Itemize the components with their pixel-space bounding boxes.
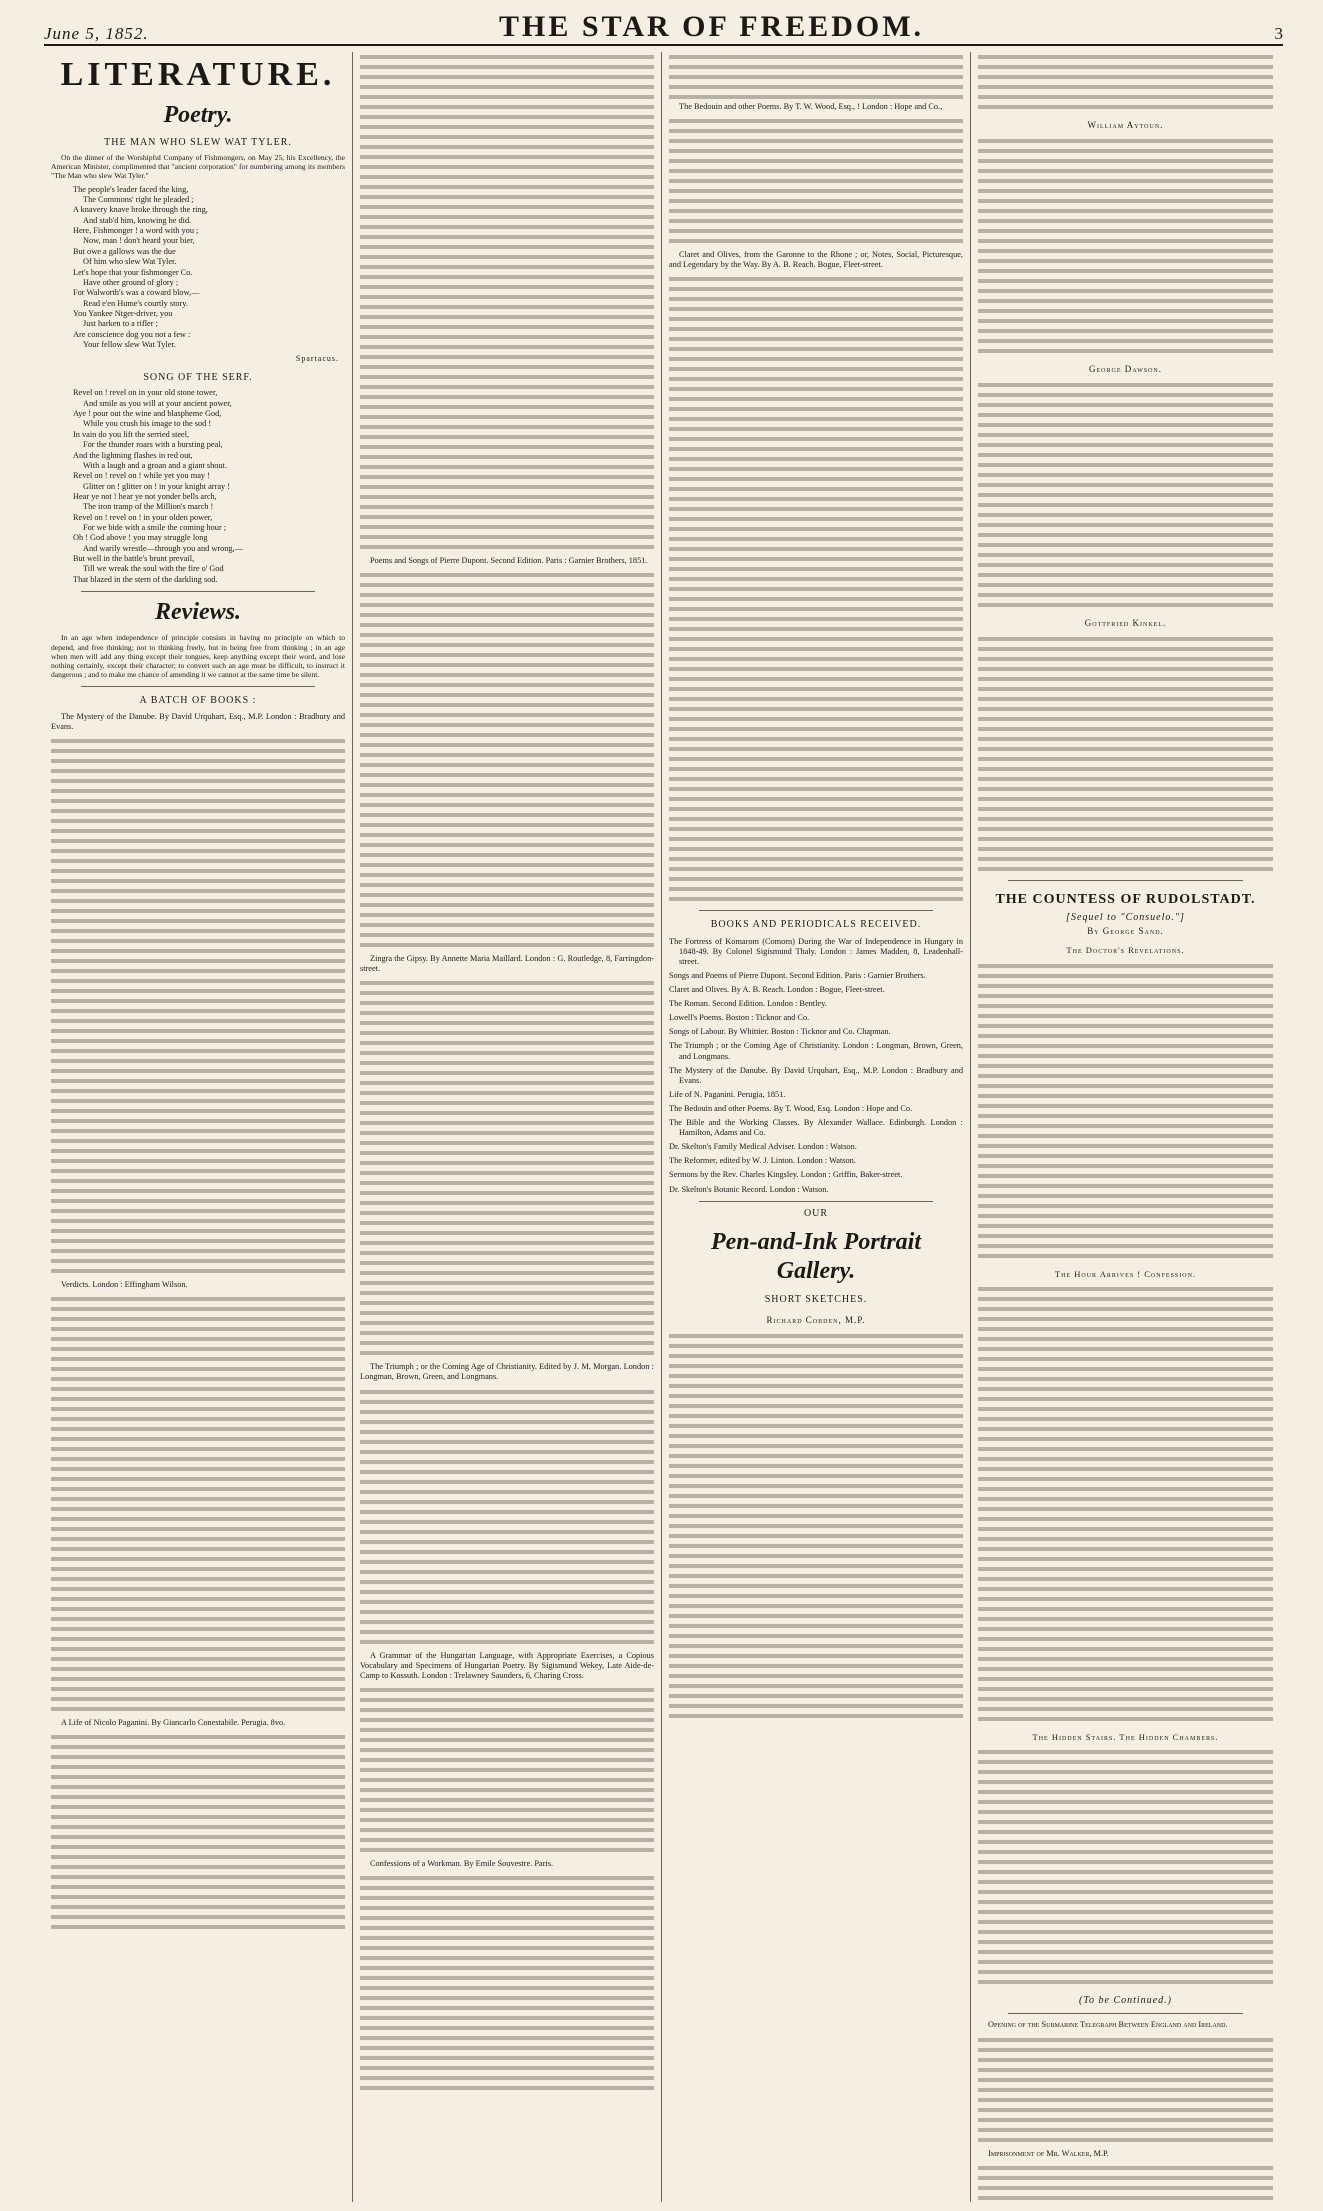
poem-line: While you crush his image to the sod ! [83,419,212,429]
article-body-text [360,978,654,1358]
poem-line: But owe a gallows was the due [73,246,176,256]
review-heading-paganini: A Life of Nicolo Paganini. By Giancarlo Conestabile. Perugia. 8vo. [61,1718,286,1728]
article-body-text [360,570,654,950]
poem-line: Of him who slew Wat Tyler. [83,257,177,267]
poem-line: Oh ! God above ! you may struggle long [73,533,208,543]
review-heading-grammar: A Grammar of the Hungarian Language, with Appropriate Exercises, a Copious Vocabulary and Specimens of Hungarian Poetry. By Sigismund Wekey, Late Aide-de-Camp to Kossuth. London : Trelawney Saunders, 6, Charing Cross. [360,1650,654,1680]
poem-title-serf: SONG OF THE SERF. [143,372,253,384]
review-body-text [51,1294,345,1714]
poem-line: And warily wrestle—through you and wrong,— [83,543,243,553]
poem-line: Revel on ! revel on ! in your olden power, [73,512,213,522]
poem-line: With a laugh and a groan and a giant shout. [83,460,227,470]
poem-line: The people's leader faced the king, [73,184,189,194]
chapter-hidden: The Hidden Stairs. The Hidden Chambers. [1032,1731,1219,1742]
poem-line: The iron tramp of the Million's march ! [83,502,214,512]
column-2 [353,52,662,2202]
article-body-text [978,1747,1273,1987]
reviews-heading: Reviews. [155,599,241,626]
book-entry: Lowell's Poems. Boston : Ticknor and Co. [669,1013,810,1023]
reviews-intro: In an age when independence of principle consists in having no principle on which to depend, and free thinking; not to thinking freely, but in being free from thinking ; in an age when men will add any thing except their tongues, keep anything except their word, and lose nothing certainly, except their character; to convert such an age must be difficult, to instruct it dangerous ; and to make me chance of amending it we cannot at the same time be silent. [51,633,345,680]
column-1 [44,52,353,2202]
countess-subtitle: [Sequel to "Consuelo."] [1066,911,1185,923]
poetry-heading: Poetry. [163,102,233,129]
poem-song-of-serf [73,388,335,585]
divider [81,686,315,687]
poem-line: For the thunder roars with a bursting peal, [83,440,223,450]
divider [699,910,933,911]
article-body-text [360,52,654,552]
article-body-text [360,1685,654,1855]
poem-line: Aye ! pour out the wine and blaspheme God, [73,409,222,419]
article-body-text [978,634,1273,874]
poem-line: Here, Fishmonger ! a word with you ; [73,226,199,236]
divider [1008,2013,1243,2014]
sketch-name-cobden: Richard Cobden, M.P. [766,1314,866,1325]
our-label: OUR [803,1207,829,1219]
books-received-list [669,937,963,1195]
article-body-text [978,961,1273,1261]
review-body-text [51,1732,345,1932]
books-received-heading: BOOKS AND PERIODICALS RECEIVED. [710,919,922,931]
article-body-text [978,2163,1273,2202]
countess-author: By George Sand. [1087,926,1164,937]
sketch-name-dawson: George Dawson. [1088,363,1162,374]
sketch-name-aytoun: William Aytoun. [1087,120,1164,130]
article-body-text [978,52,1273,112]
book-entry: The Bedouin and other Poems. By T. Wood, Esq. London : Hope and Co. [669,1103,913,1113]
article-body-text [669,274,963,904]
issue-date: June 5, 1852. [44,24,149,43]
book-entry: Dr. Skelton's Family Medical Adviser. London : Watson. [669,1142,857,1152]
poem-line: Now, man ! don't heard your bier, [83,236,195,246]
gallery-heading: Pen-and-Ink Portrait Gallery. [710,1228,922,1285]
review-heading-bedouin: The Bedouin and other Poems. By T. W. Wood, Esq., ! London : Hope and Co., [679,102,943,111]
review-body-text [51,736,345,1276]
book-entry: Sermons by the Rev. Charles Kingsley. London : Griffin, Baker-street. [669,1170,903,1180]
countess-title: THE COUNTESS OF RUDOLSTADT. [995,891,1256,907]
article-body-text [978,1284,1273,1724]
poem-line: Have other ground of glory ; [83,277,179,287]
review-heading-zingra: Zingra the Gipsy. By Annette Maria Maillard. London : G. Routledge, 8, Farringdon-street. [360,954,654,974]
short-sketches-label: SHORT SKETCHES. [764,1294,868,1306]
poem-intro: On the dinner of the Worshipful Company of Fishmongers, on May 25, his Excellency, the American Minister, complimented that "ancient corporation" for numbering among its members "The Man who slew Wat Tyler." [51,152,345,181]
poem-signature: Spartacus. [295,354,339,364]
poem-line: And smile as you will at your ancient power, [83,398,232,408]
article-body-text [360,1387,654,1647]
poem-line: A knavery knave broke through the ring, [73,205,208,215]
review-heading-claret: Claret and Olives, from the Garonne to the Rhone ; or, Notes, Social, Picturesque, and Legendary by the Way. By A. B. Reach. Bogue, Fleet-street. [669,250,963,270]
column-4 [971,52,1280,2202]
review-heading-triumph: The Triumph ; or the Coming Age of Christianity. Edited by J. M. Morgan. London : Longman, Brown, Green, and Longmans. [360,1362,654,1382]
review-heading-verdicts: Verdicts. London : Effingham Wilson. [61,1280,188,1290]
poem-line: Your fellow slew Wat Tyler. [83,340,176,350]
article-body-text [669,52,963,102]
poem-wat-tyler [73,185,335,351]
poem-line: The Commons' right he pleaded ; [83,195,194,205]
news-heading-walker: Imprisonment of Mr. Walker, M.P. [988,2148,1109,2158]
book-entry: Songs of Labour. By Whittier. Boston : Ticknor and Co. Chapman. [669,1027,891,1037]
article-body-text [669,116,963,246]
column-3 [662,52,971,2202]
divider [1008,880,1243,881]
section-title-literature: LITERATURE. [60,56,336,93]
news-heading-telegraph: Opening of the Submarine Telegraph Between England and Ireland. [988,2020,1228,2030]
sketch-name-kinkel: Gottfried Kinkel. [1084,617,1167,628]
poem-line: That blazed in the stern of the darkling sod. [73,574,218,584]
review-heading-confessions: Confessions of a Workman. By Emile Souvestre. Paris. [370,1858,554,1868]
masthead [44,8,1283,46]
poem-line: In vain do you lift the serried steel, [73,429,190,439]
batch-heading: A BATCH OF BOOKS : [139,694,257,706]
article-body-text [978,136,1273,356]
poem-line: Hear ye not ! hear ye not yonder bells arch, [73,491,217,501]
review-heading-dupont: Poems and Songs of Pierre Dupont. Second Edition. Paris : Garnier Brothers, 1851. [370,556,648,565]
poem-line: But well in the battle's brunt prevail, [73,554,195,564]
book-entry: The Fortress of Komarom (Comorn) During the War of Independence in Hungary in 1848-49. By Colonel Sigismund Thaly. London : James Madden, 8, Leadenhall-street. [669,936,963,966]
book-entry: The Bible and the Working Classes. By Alexander Wallace. Edinburgh. London : Hamilton, Adams and Co. [669,1118,963,1138]
poem-line: Till we wreak the soul with the fire o' God [83,564,224,574]
divider [81,591,315,592]
article-body-text [978,380,1273,610]
article-body-text [360,1873,654,2093]
columns [44,52,1283,2202]
poem-line: Read e'en Hume's courtly story. [83,298,188,308]
poem-line: Revel on ! revel on ! while yet you may ! [73,471,210,481]
poem-line: Revel on ! revel on in your old stone tower, [73,388,218,398]
book-entry: Dr. Skelton's Botanic Record. London : Watson. [669,1184,829,1194]
divider [699,1201,933,1202]
poem-line: For we bide with a smile the coming hour ; [83,523,227,533]
poem-line: For Walworth's was a coward blow,— [73,288,200,298]
poem-line: Are conscience dog you not a few : [73,329,191,339]
book-entry: Life of N. Paganini. Perugia, 1851. [669,1089,786,1099]
poem-line: And the lightning flashes in red out, [73,450,193,460]
book-entry: Claret and Olives. By A. B. Reach. London : Bogue, Fleet-street. [669,984,885,994]
review-heading-danube: The Mystery of the Danube. By David Urquhart, Esq., M.P. London : Bradbury and Evans. [51,711,345,731]
book-entry: The Roman. Second Edition. London : Bentley. [669,999,827,1009]
book-entry: The Reformer, edited by W. J. Linton. London : Watson. [669,1156,856,1166]
poem-line: And stab'd him, knowing he did. [83,215,192,225]
article-body-text [669,1331,963,1721]
chapter-doctor: The Doctor's Revelations. [1066,945,1185,956]
poem-line: You Yankee Ntger-driver, you [73,308,173,318]
paper-title: THE STAR OF FREEDOM. [499,10,925,43]
poem-title-wat-tyler: THE MAN WHO SLEW WAT TYLER. [104,136,292,148]
book-entry: The Triumph ; or the Coming Age of Christianity. London : Longman, Brown, Green, and Longmans. [669,1041,963,1061]
page-number: 3 [1274,24,1283,43]
book-entry: The Mystery of the Danube. By David Urquhart, Esq., M.P. London : Bradbury and Evans. [669,1065,963,1085]
book-entry: Songs and Poems of Pierre Dupont. Second Edition. Paris : Garnier Brothers. [669,970,926,980]
poem-line: Let's hope that your fishmonger Co. [73,267,193,277]
poem-line: Just harken to a rifler ; [83,319,158,329]
to-be-continued: (To be Continued.) [1079,1995,1172,2007]
poem-line: Glitter on ! glitter on ! in your knight array ! [83,481,231,491]
article-body-text [978,2035,1273,2145]
chapter-next-day: The Hour Arrives ! Confession. [1054,1268,1197,1279]
